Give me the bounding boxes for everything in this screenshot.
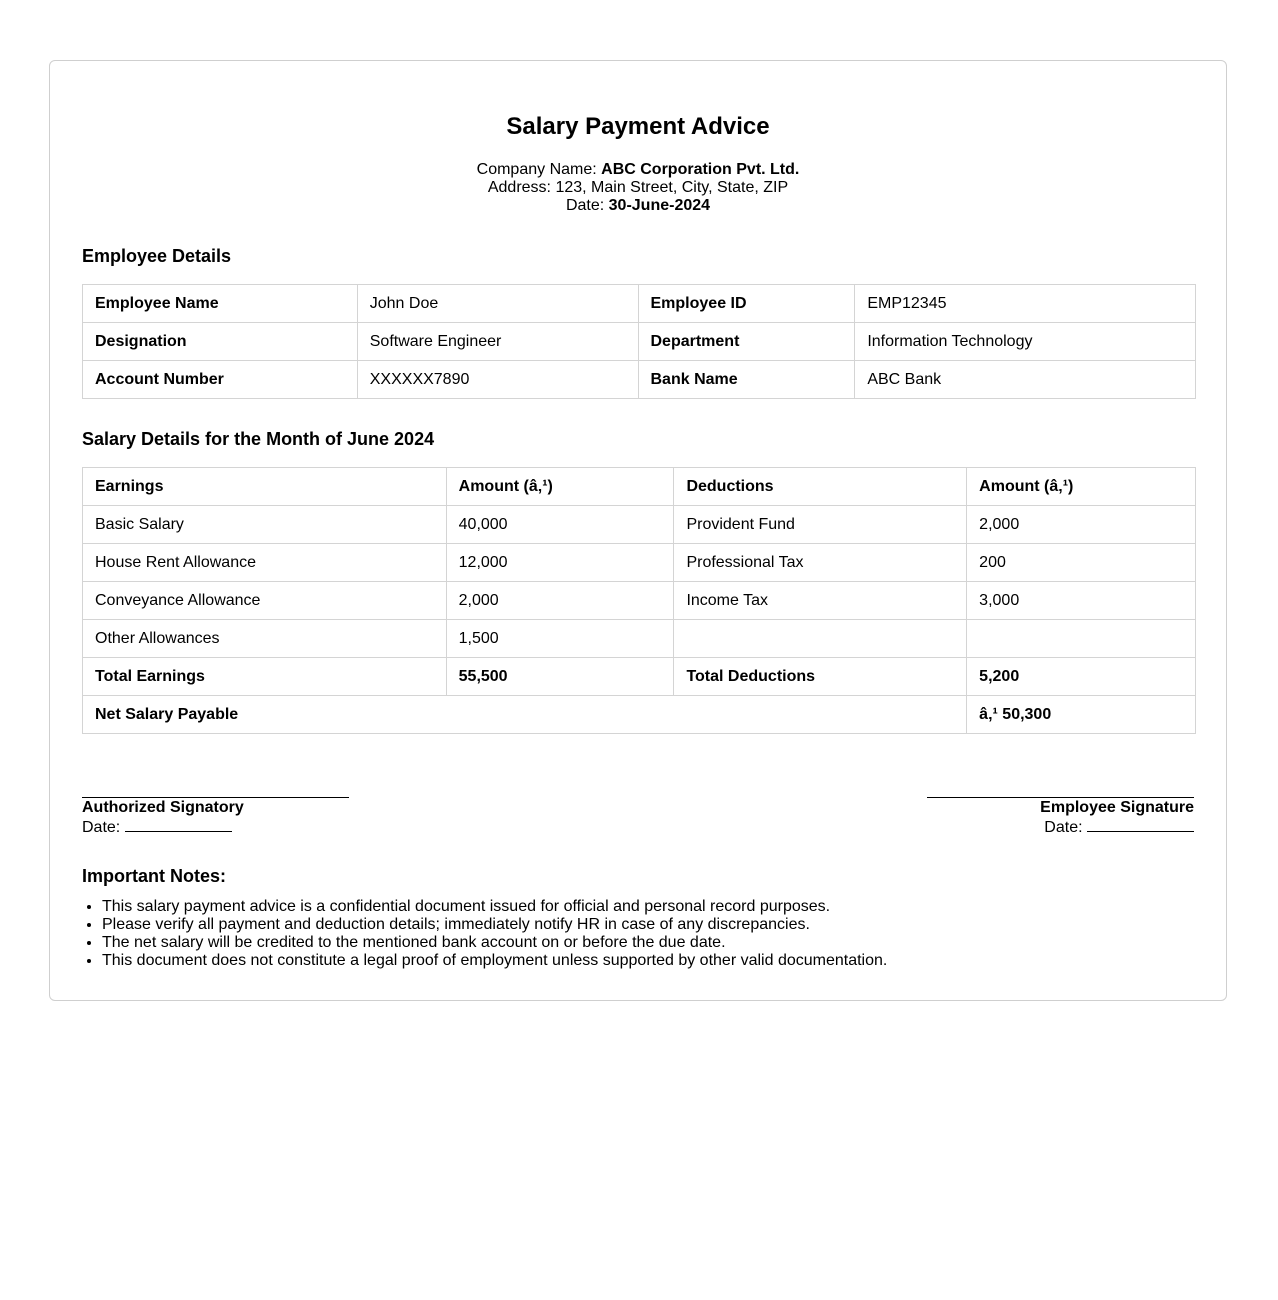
signatory-date-label: Date: xyxy=(82,819,121,836)
table-row xyxy=(83,620,1196,658)
employee-details-table xyxy=(82,284,1196,399)
document-title: Salary Payment Advice xyxy=(506,113,770,140)
deduction-item: Provident Fund xyxy=(674,506,967,544)
salary-advice-document xyxy=(49,60,1227,1001)
employee-signature-block xyxy=(927,797,1194,837)
deduction-amount: 200 xyxy=(967,544,1196,582)
table-row xyxy=(83,544,1196,582)
earning-item: House Rent Allowance xyxy=(83,544,447,582)
employee-id-value: EMP12345 xyxy=(855,285,1196,323)
total-deductions-value: 5,200 xyxy=(967,658,1196,696)
employee-date-line xyxy=(927,817,1194,837)
signature-line xyxy=(927,797,1194,798)
net-salary-value: â‚¹ 50,300 xyxy=(967,696,1196,734)
department-label: Department xyxy=(638,323,855,361)
total-deductions-label: Total Deductions xyxy=(674,658,967,696)
table-row xyxy=(83,285,1196,323)
table-row xyxy=(83,582,1196,620)
bank-name-label: Bank Name xyxy=(638,361,855,399)
bank-name-value: ABC Bank xyxy=(855,361,1196,399)
earnings-amount-header: Amount (â‚¹) xyxy=(446,468,674,506)
designation-value: Software Engineer xyxy=(357,323,638,361)
employee-details-heading: Employee Details xyxy=(82,246,232,266)
company-info xyxy=(82,161,1194,215)
company-name-label: Company Name: xyxy=(476,161,597,178)
salary-details-table xyxy=(82,467,1196,734)
deduction-amount: 3,000 xyxy=(967,582,1196,620)
earnings-header: Earnings xyxy=(83,468,447,506)
list-item: • This salary payment advice is a confidential document issued for official and personal record purposes. xyxy=(102,898,887,916)
company-name-value: ABC Corporation Pvt. Ltd. xyxy=(601,161,800,178)
salary-details-heading: Salary Details for the Month of June 2024 xyxy=(82,429,435,449)
total-earnings-label: Total Earnings xyxy=(83,658,447,696)
table-header-row xyxy=(83,468,1196,506)
employee-id-label: Employee ID xyxy=(638,285,855,323)
document-date-label: Date: xyxy=(565,197,605,214)
table-row xyxy=(83,506,1196,544)
earning-amount: 12,000 xyxy=(446,544,674,582)
employee-name-label: Employee Name xyxy=(83,285,358,323)
net-salary-row xyxy=(83,696,1196,734)
department-value: Information Technology xyxy=(855,323,1196,361)
deduction-item: Income Tax xyxy=(674,582,967,620)
earning-amount: 2,000 xyxy=(446,582,674,620)
list-item: • This document does not constitute a legal proof of employment unless supported by other valid documentation. xyxy=(102,952,887,970)
authorized-signatory-block xyxy=(82,797,349,837)
date-blank-line xyxy=(1087,817,1194,832)
signatory-date-line xyxy=(82,817,349,837)
employee-name-value: John Doe xyxy=(357,285,638,323)
designation-label: Designation xyxy=(83,323,358,361)
signature-line xyxy=(82,797,349,798)
deduction-item: Professional Tax xyxy=(674,544,967,582)
list-item: • Please verify all payment and deduction details; immediately notify HR in case of any discrepancies. xyxy=(102,916,887,934)
earning-amount: 40,000 xyxy=(446,506,674,544)
earning-item: Other Allowances xyxy=(83,620,447,658)
company-address-value: 123, Main Street, City, State, ZIP xyxy=(555,179,789,196)
account-number-label: Account Number xyxy=(83,361,358,399)
important-notes-heading: Important Notes: xyxy=(82,866,226,886)
important-notes-list xyxy=(82,898,887,970)
account-number-value: XXXXXX7890 xyxy=(357,361,638,399)
list-item: • The net salary will be credited to the mentioned bank account on or before the due date. xyxy=(102,934,887,952)
employee-signature-label: Employee Signature xyxy=(1040,799,1194,816)
totals-row xyxy=(83,658,1196,696)
company-address-line xyxy=(82,179,1194,197)
earning-amount: 1,500 xyxy=(446,620,674,658)
deductions-amount-header: Amount (â‚¹) xyxy=(967,468,1196,506)
table-row xyxy=(83,361,1196,399)
deduction-item xyxy=(674,620,967,658)
employee-date-label: Date: xyxy=(1044,819,1083,836)
net-salary-label: Net Salary Payable xyxy=(83,696,967,734)
deductions-header: Deductions xyxy=(674,468,967,506)
company-name-line xyxy=(82,161,1194,179)
document-date-value: 30-June-2024 xyxy=(608,197,711,214)
deduction-amount: 2,000 xyxy=(967,506,1196,544)
date-blank-line xyxy=(125,817,232,832)
total-earnings-value: 55,500 xyxy=(446,658,674,696)
earning-item: Conveyance Allowance xyxy=(83,582,447,620)
deduction-amount xyxy=(967,620,1196,658)
authorized-signatory-label: Authorized Signatory xyxy=(82,799,244,816)
document-date-line xyxy=(82,197,1194,215)
table-row xyxy=(83,323,1196,361)
earning-item: Basic Salary xyxy=(83,506,447,544)
company-address-label: Address: xyxy=(487,179,551,196)
